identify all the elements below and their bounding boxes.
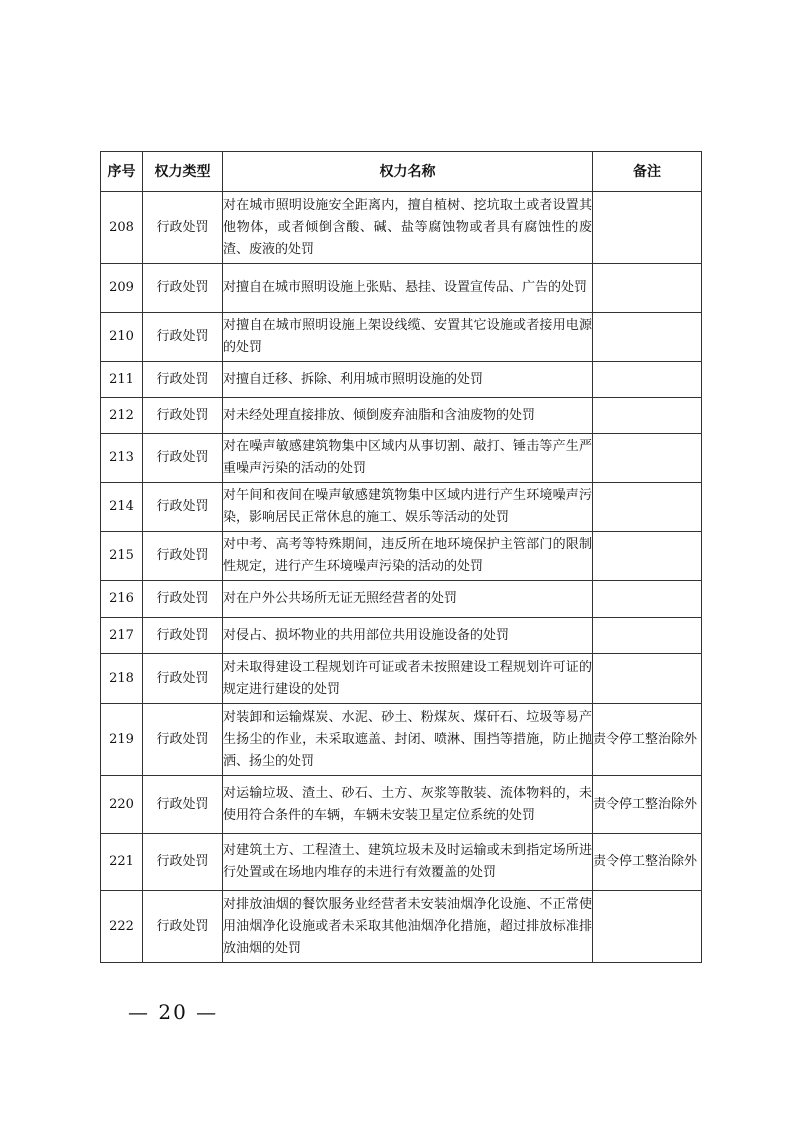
row-no: 216: [101, 581, 143, 618]
row-name: 对擅自在城市照明设施上架设线缆、安置其它设施或者接用电源的处罚: [223, 313, 593, 362]
table-row: [101, 618, 702, 654]
row-name: 对侵占、损坏物业的共用部位共用设施设备的处罚: [223, 618, 593, 654]
header-name: 权力名称: [223, 152, 593, 192]
row-type: 行政处罚: [143, 776, 223, 834]
row-name: 对在户外公共场所无证无照经营者的处罚: [223, 581, 593, 618]
row-no: 221: [101, 834, 143, 891]
row-note: [593, 532, 702, 581]
row-type: 行政处罚: [143, 398, 223, 434]
row-note: [593, 654, 702, 704]
row-type: 行政处罚: [143, 834, 223, 891]
table-row: [101, 264, 702, 313]
row-no: 213: [101, 434, 143, 483]
row-name: 对未经处理直接排放、倾倒废弃油脂和含油废物的处罚: [223, 398, 593, 434]
row-type: 行政处罚: [143, 192, 223, 264]
table-row: [101, 834, 702, 891]
row-name: 对中考、高考等特殊期间，违反所在地环境保护主管部门的限制性规定，进行产生环境噪声污染的活动的处罚: [223, 532, 593, 581]
row-no: 215: [101, 532, 143, 581]
row-type: 行政处罚: [143, 532, 223, 581]
table-row: [101, 654, 702, 704]
row-note: [593, 313, 702, 362]
row-no: 214: [101, 483, 143, 532]
row-no: 209: [101, 264, 143, 313]
row-no: 220: [101, 776, 143, 834]
row-type: 行政处罚: [143, 581, 223, 618]
row-type: 行政处罚: [143, 618, 223, 654]
row-no: 211: [101, 362, 143, 398]
power-list-table: [100, 151, 702, 963]
row-type: 行政处罚: [143, 891, 223, 963]
header-no: 序号: [101, 152, 143, 192]
row-type: 行政处罚: [143, 362, 223, 398]
row-type: 行政处罚: [143, 483, 223, 532]
row-note: [593, 483, 702, 532]
row-no: 218: [101, 654, 143, 704]
row-note: [593, 192, 702, 264]
row-name: 对建筑土方、工程渣土、建筑垃圾未及时运输或未到指定场所进行处置或在场地内堆存的未进行有效覆盖的处罚: [223, 834, 593, 891]
row-type: 行政处罚: [143, 264, 223, 313]
row-type: 行政处罚: [143, 434, 223, 483]
row-type: 行政处罚: [143, 704, 223, 776]
page-number: — 20 —: [128, 1000, 219, 1024]
table-row: [101, 483, 702, 532]
row-name: 对午间和夜间在噪声敏感建筑物集中区域内进行产生环境噪声污染，影响居民正常休息的施工、娱乐等活动的处罚: [223, 483, 593, 532]
header-type: 权力类型: [143, 152, 223, 192]
row-name: 对擅自迁移、拆除、利用城市照明设施的处罚: [223, 362, 593, 398]
table-row: [101, 532, 702, 581]
row-name: 对擅自在城市照明设施上张贴、悬挂、设置宣传品、广告的处罚: [223, 264, 593, 313]
row-no: 210: [101, 313, 143, 362]
row-no: 219: [101, 704, 143, 776]
row-note: [593, 618, 702, 654]
row-note: [593, 581, 702, 618]
header-note: 备注: [593, 152, 702, 192]
row-name: 对在噪声敏感建筑物集中区域内从事切割、敲打、锤击等产生严重噪声污染的活动的处罚: [223, 434, 593, 483]
row-note: [593, 891, 702, 963]
table-row: [101, 398, 702, 434]
table-row: [101, 581, 702, 618]
row-name: 对装卸和运输煤炭、水泥、砂土、粉煤灰、煤矸石、垃圾等易产生扬尘的作业，未采取遮盖、封闭、喷淋、围挡等措施，防止抛洒、扬尘的处罚: [223, 704, 593, 776]
row-type: 行政处罚: [143, 313, 223, 362]
table-row: [101, 192, 702, 264]
row-no: 222: [101, 891, 143, 963]
table-row: [101, 891, 702, 963]
table-header-row: [101, 152, 702, 192]
row-note: 责令停工整治除外: [593, 776, 702, 834]
row-name: 对运输垃圾、渣土、砂石、土方、灰浆等散装、流体物料的，未使用符合条件的车辆，车辆未安装卫星定位系统的处罚: [223, 776, 593, 834]
row-note: [593, 434, 702, 483]
row-note: 责令停工整治除外: [593, 704, 702, 776]
row-no: 217: [101, 618, 143, 654]
row-name: 对排放油烟的餐饮服务业经营者未安装油烟净化设施、不正常使用油烟净化设施或者未采取其他油烟净化措施，超过排放标准排放油烟的处罚: [223, 891, 593, 963]
row-note: [593, 264, 702, 313]
row-note: [593, 362, 702, 398]
row-name: 对在城市照明设施安全距离内，擅自植树、挖坑取土或者设置其他物体，或者倾倒含酸、碱、盐等腐蚀物或者具有腐蚀性的废渣、废液的处罚: [223, 192, 593, 264]
table-row: [101, 313, 702, 362]
row-no: 212: [101, 398, 143, 434]
table-row: [101, 362, 702, 398]
row-no: 208: [101, 192, 143, 264]
row-note: [593, 398, 702, 434]
row-note: 责令停工整治除外: [593, 834, 702, 891]
table-row: [101, 776, 702, 834]
table-row: [101, 704, 702, 776]
row-type: 行政处罚: [143, 654, 223, 704]
table-row: [101, 434, 702, 483]
row-name: 对未取得建设工程规划许可证或者未按照建设工程规划许可证的规定进行建设的处罚: [223, 654, 593, 704]
